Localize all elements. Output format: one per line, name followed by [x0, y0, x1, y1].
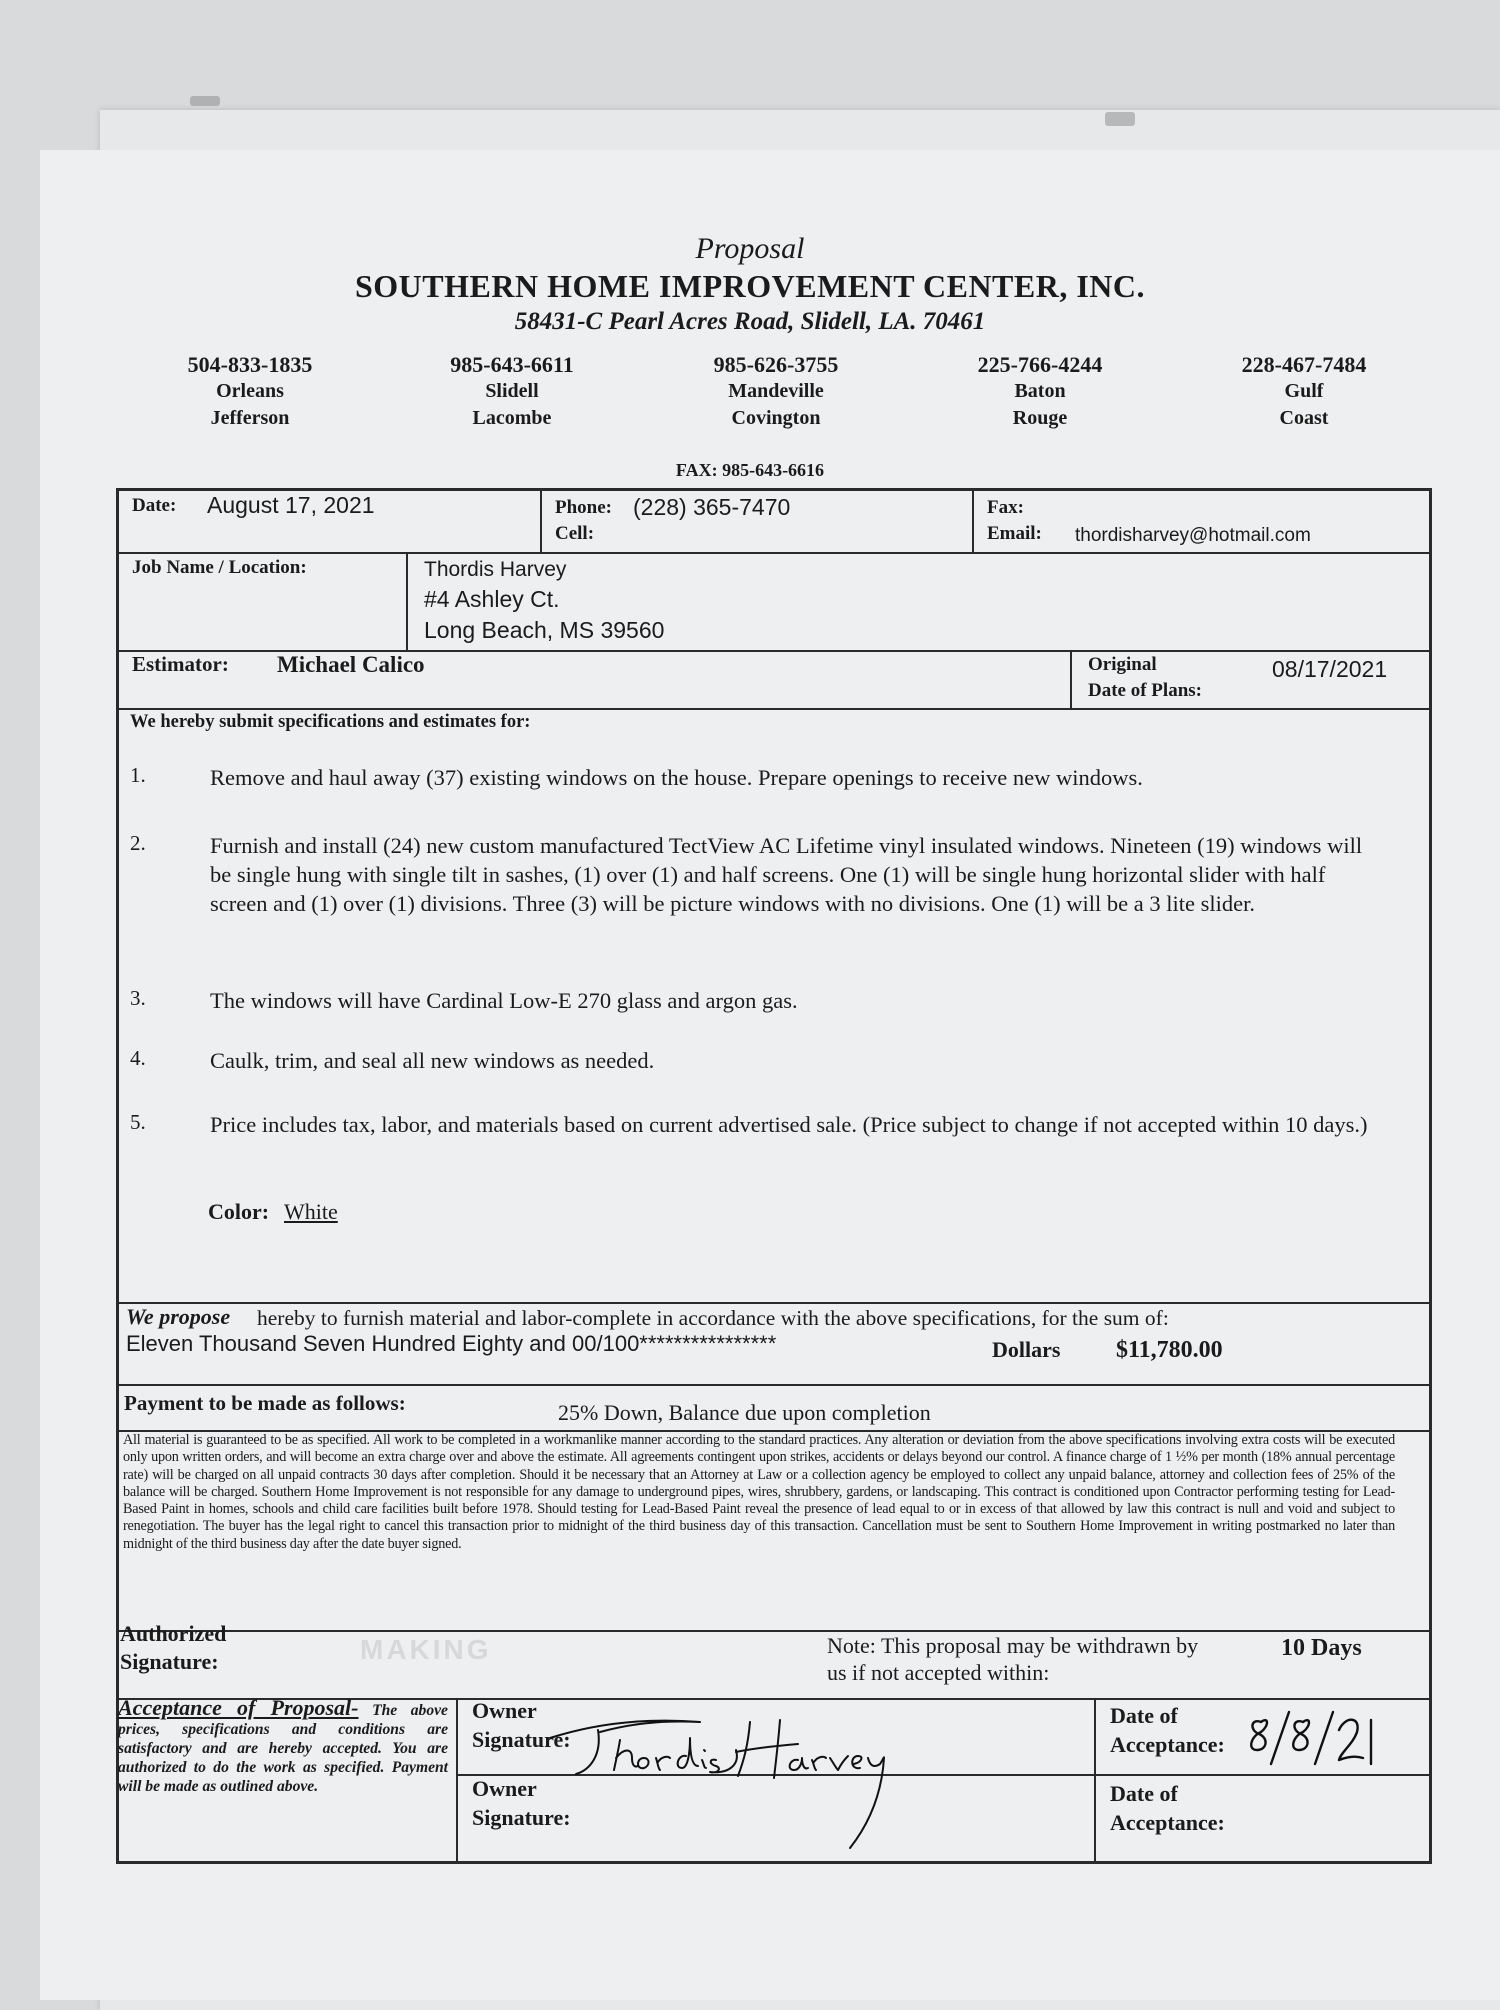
spec-item: Remove and haul away (37) existing windows on the house. Prepare openings to receive new windows. — [210, 765, 1143, 790]
company-address: 58431-C Pearl Acres Road, Slidell, LA. 70461 — [514, 308, 986, 335]
phone-value: (228) 365-7470 — [633, 494, 791, 520]
office-city: Slidell — [485, 380, 539, 402]
office-orleans — [150, 352, 350, 432]
office-city: Coast — [1279, 407, 1329, 429]
date-value: August 17, 2021 — [207, 492, 375, 518]
row-divider — [116, 1302, 1432, 1304]
total-amount: $11,780.00 — [1116, 1337, 1223, 1363]
office-phone: 504-833-1835 — [187, 352, 313, 377]
scan-mark — [190, 96, 220, 106]
color-value: White — [284, 1199, 338, 1224]
acceptance-date-label-2: Acceptance: — [1110, 1810, 1225, 1835]
office-city: Mandeville — [728, 380, 824, 402]
original-date-label: Date of Plans: — [1088, 680, 1202, 701]
column-divider — [540, 488, 542, 552]
spec-number: 5. — [130, 1110, 146, 1134]
spec-number: 3. — [130, 986, 146, 1010]
cell-label: Cell: — [555, 523, 595, 544]
spec-item: Caulk, trim, and seal all new windows as needed. — [210, 1048, 655, 1073]
authorized-label: Signature: — [120, 1649, 219, 1674]
office-gulf-coast — [1204, 352, 1404, 432]
spec-item: Furnish and install (24) new custom manufactured TectView AC Lifetime vinyl insulated windows. Nineteen (19) windows will be single hung with single tilt in sashes, (1) over (1) and half screens. One (1) will be single hung horizontal slider with half screen and (1) over (1) divisions. Three (3) will be picture windows with no divisions. One (1) will be a 3 lite slider. — [210, 833, 1363, 916]
color-label: Color: — [208, 1199, 270, 1224]
spec-number: 4. — [130, 1046, 146, 1070]
withdraw-note: us if not accepted within: — [827, 1660, 1050, 1685]
company-name: SOUTHERN HOME IMPROVEMENT CENTER, INC. — [354, 268, 1146, 304]
office-mandeville — [676, 352, 876, 432]
acceptance-date-handwritten — [1245, 1700, 1380, 1772]
job-address-line2: Long Beach, MS 39560 — [424, 617, 665, 643]
estimator-value: Michael Calico — [277, 652, 425, 677]
terms-fine-print: All material is guaranteed to be as specified. All work to be completed in a workmanlike manner according to the standard practices. Any alteration or deviation from the above specifications involving extra costs will be executed only upon written orders, and will become an extra charge over and above the estimate. All agreements contingent upon strikes, accidents or delays beyond our control. A finance charge of 1 ½% per month (18% annual percentage rate) will be charged on all unpaid contracts 30 days after completion. Should it be necessary that an Attorney at Law or a collection agency be employed to collect any unpaid balance, attorney and collection fees of 25% of the balance will be charged. Southern Home Improvement is not responsible for any damage to underground pipes, wires, shrubbery, gardens, or landscaping. This contract is conditioned upon Contractor performing testing for Lead-Based Paint in homes, schools and child care facilities built before 1978. Should testing for Lead-Based Paint reveal the presence of lead equal to or in excess of that allowed by law this contract is null and void and subject to renegotiation. The buyer has the legal right to cancel this transaction prior to midnight of the third business day of this transaction. Cancellation must be sent to Southern Home Improvement in writing postmarked no later than midnight of the third business day after the date buyer signed. — [123, 1432, 1395, 1552]
propose-text: hereby to furnish material and labor-complete in accordance with the above specifications, for the sum of: — [257, 1306, 1169, 1330]
column-divider — [972, 488, 974, 552]
row-divider — [116, 1384, 1432, 1386]
specs-heading: We hereby submit specifications and estimates for: — [130, 712, 531, 732]
acceptance-date-label: Acceptance: — [1110, 1732, 1225, 1757]
withdraw-days: 10 Days — [1281, 1635, 1362, 1661]
spec-item: Price includes tax, labor, and materials based on current advertised sale. (Price subject to change if not accepted within 10 days.) — [210, 1112, 1368, 1137]
payment-label: Payment to be made as follows: — [124, 1391, 406, 1415]
office-phone: 985-643-6611 — [450, 352, 574, 377]
owner-signature-label: Owner — [472, 1698, 537, 1723]
watermark-text: MAKING — [360, 1634, 492, 1665]
owner-signature-label: Signature: — [472, 1727, 571, 1752]
row-divider — [116, 1630, 1432, 1632]
owner-signature-label-2: Signature: — [472, 1805, 571, 1830]
phone-label: Phone: — [555, 497, 612, 518]
amount-in-words: Eleven Thousand Seven Hundred Eighty and 00/100**************** — [126, 1331, 777, 1356]
dollars-label: Dollars — [992, 1337, 1061, 1362]
acceptance-block — [118, 1695, 448, 1796]
column-divider — [1094, 1698, 1096, 1864]
propose-lead: We propose — [126, 1304, 231, 1329]
job-name: Thordis Harvey — [424, 558, 567, 581]
spec-item: The windows will have Cardinal Low-E 270 glass and argon gas. — [210, 988, 798, 1013]
office-slidell — [412, 352, 612, 432]
scan-mark — [1105, 112, 1135, 126]
spec-number: 1. — [130, 763, 146, 787]
row-divider — [116, 552, 1432, 554]
acceptance-date-label-2: Date of — [1110, 1781, 1178, 1806]
document-type: Proposal — [695, 232, 805, 265]
acceptance-date-label: Date of — [1110, 1703, 1178, 1728]
estimator-label: Estimator: — [132, 652, 229, 676]
authorized-label: Authorized — [120, 1621, 227, 1646]
office-phone: 985-626-3755 — [713, 352, 839, 377]
job-label: Job Name / Location: — [132, 557, 307, 578]
office-city: Orleans — [216, 380, 284, 402]
date-label: Date: — [132, 495, 177, 516]
office-phone: 225-766-4244 — [977, 352, 1103, 377]
acceptance-text: The above prices, specifications and conditions are satisfactory and are hereby accepted. You are authorized to do the work as specified. Payment will be made as outlined above. — [118, 1702, 448, 1795]
office-city: Jefferson — [210, 407, 290, 429]
column-divider — [1070, 650, 1072, 708]
original-date-value: 08/17/2021 — [1272, 656, 1388, 682]
office-baton-rouge — [940, 352, 1140, 432]
spec-number: 2. — [130, 831, 146, 855]
office-city: Lacombe — [472, 407, 552, 429]
owner-signature — [540, 1700, 900, 1850]
office-city: Gulf — [1284, 380, 1324, 402]
column-divider — [456, 1698, 458, 1864]
owner-signature-label-2: Owner — [472, 1776, 537, 1801]
row-divider — [116, 708, 1432, 710]
office-city: Rouge — [1012, 407, 1068, 429]
payment-terms: 25% Down, Balance due upon completion — [558, 1400, 931, 1425]
office-phone: 228-467-7484 — [1241, 352, 1367, 377]
office-city: Covington — [731, 407, 821, 429]
acceptance-title: Acceptance of Proposal- — [118, 1695, 359, 1720]
fax-label: Fax: — [987, 497, 1024, 518]
job-address-line1: #4 Ashley Ct. — [424, 586, 560, 612]
company-fax: FAX: 985-643-6616 — [675, 460, 825, 480]
proposal-form — [116, 488, 1432, 1864]
email-label: Email: — [987, 523, 1042, 544]
withdraw-note: Note: This proposal may be withdrawn by — [827, 1633, 1199, 1658]
email-value: thordisharvey@hotmail.com — [1075, 525, 1311, 546]
column-divider — [406, 552, 408, 650]
original-date-label: Original — [1088, 654, 1157, 675]
office-city: Baton — [1014, 380, 1066, 402]
